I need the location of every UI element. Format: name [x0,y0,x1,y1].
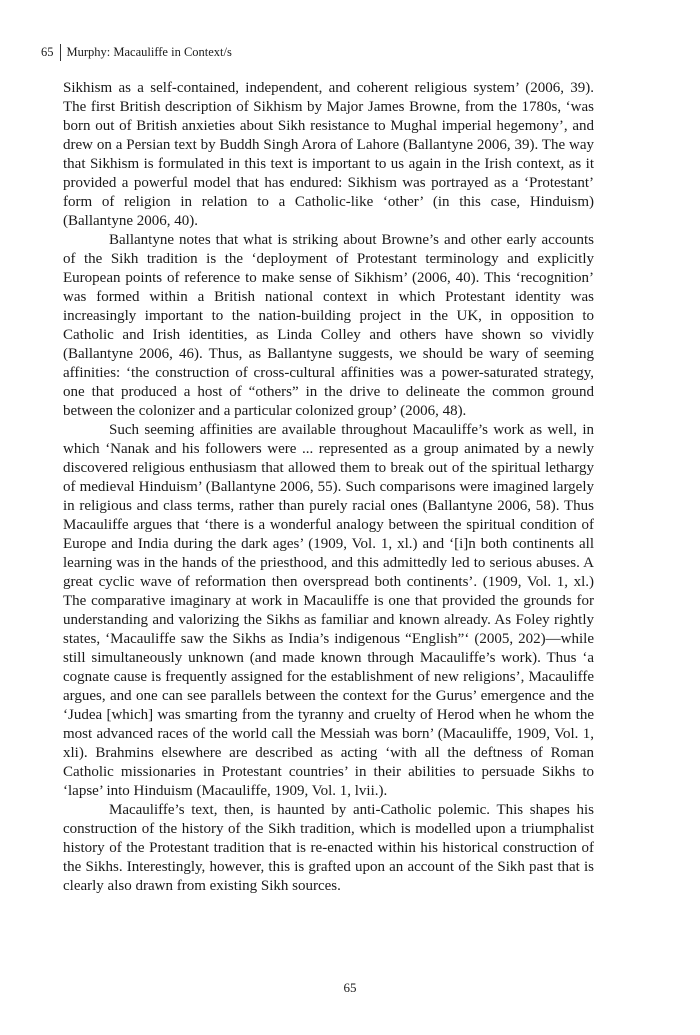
footer-page-number: 65 [343,980,357,995]
paragraph-1: Sikhism as a self-contained, independent, and coherent religious system’ (2006, 39). The first British description of Sikhism by Major James Browne, from the 1780s, ‘was born out of British anxieties about Sikh resistance to Mughal imperial hegemony’, and drew on a Persian text by Buddh Singh Arora of Lahore (Ballantyne 2006, 39). The way that Sikhism is formulated in this text is important to us again in the Irish context, as it provided a powerful model that has endured: Sikhism was portrayed as a ‘Protestant’ form of religion in relation to a Catholic-like ‘other’ (in this case, Hinduism) (Ballantyne 2006, 40). [63,80,594,229]
paragraph-3: Such seeming affinities are available throughout Macauliffe’s work as well, in which ‘Nanak and his followers were ... represented as a group animated by a newly discovered religious enthusiasm that allowed them to break out of the spiritual lethargy of medieval Hinduism’ (Ballantyne 2006, 55). Such comparisons were imagined largely in religious and class terms, rather than purely racial ones (Ballantyne 2006, 58). Thus Macauliffe argues that ‘there is a wonderful analogy between the spiritual condition of Europe and India during the dark ages’ (1909, Vol. 1, xl.) and ‘[i]n both continents all learning was in the hands of the priesthood, and this admittedly led to serious abuses. A great cyclic wave of reformation then overspread both continents’. (1909, Vol. 1, xl.) The comparative imaginary at work in Macauliffe is one that provided the grounds for understanding and valorizing the Sikhs as familiar and known already. As Foley rightly states, ‘Macauliffe saw the Sikhs as India’s indigenous “English”‘ (2005, 202)—while still simultaneously unknown (and made known through Macauliffe’s work). Thus ‘a cognate cause is frequently assigned for the establishment of new religions’, Macauliffe argues, and one can see parallels between the context for the Gurus’ emergence and the ‘Judea [which] was smarting from the tyranny and cruelty of Herod when he whom the most advanced races of the world call the Messiah was born’ (Macauliffe, 1909, Vol. 1, xli). Brahmins elsewhere are described as acting ‘with all the deftness of Roman Catholic missionaries in Protestant countries’ in their abilities to persuade Sikhs to ‘lapse’ into Hinduism (Macauliffe, 1909, Vol. 1, lvii.). [63,422,594,799]
body-text [63,79,594,896]
header-running-title: Murphy: Macauliffe in Context/s [66,45,232,59]
header-page-number: 65 [41,45,54,59]
header-divider [60,44,61,61]
running-header [41,43,232,61]
paragraph-4: Macauliffe’s text, then, is haunted by anti-Catholic polemic. This shapes his construction of the history of the Sikh tradition, which is modelled upon a triumphalist history of the Protestant tradition that is re-enacted within his historical construction of the Sikhs. Interestingly, however, this is grafted upon an account of the Sikh past that is clearly also drawn from existing Sikh sources. [63,802,594,894]
paragraph-2: Ballantyne notes that what is striking about Browne’s and other early accounts of the Sikh tradition is the ‘deployment of Protestant terminology and explicitly European points of reference to make sense of Sikhism’ (2006, 40). This ‘recognition’ was formed within a British national context in which Protestant identity was increasingly important to the nation-building project in the UK, in opposition to Catholic and Irish identities, as Linda Colley and others have shown so vividly (Ballantyne 2006, 46). Thus, as Ballantyne suggests, we should be wary of seeming affinities: ‘the construction of cross-cultural affinities was a power-saturated strategy, one that produced a host of “others” in the drive to delineate the common ground between the colonizer and a particular colonized group’ (2006, 48). [63,232,594,419]
